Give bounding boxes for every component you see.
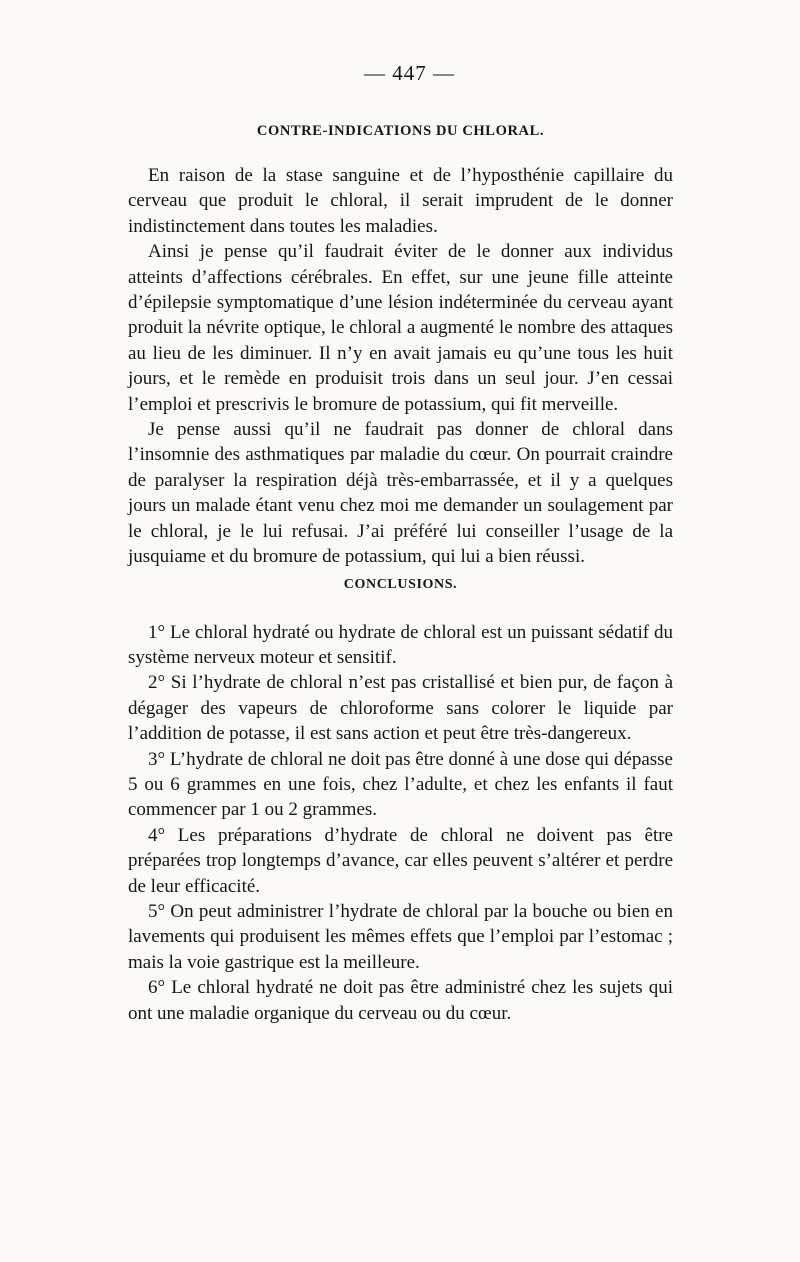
paragraph: Ainsi je pense qu’il faudrait éviter de le donner aux individus atteints d’affections cérébrales. En effet, sur une jeune fille atteinte d’épilepsie symptomatique d’une lésion indéterminée du cerveau ayant produit la névrite optique, le chloral a augmenté le nombre des attaques au lieu de les diminuer. Il n’y en avait jamais eu qu’une tous les huit jours, et le remède en produisit trois dans un seul jour. J’en cessai l’emploi et prescrivis le bromure de potassium, qui fit merveille. [128,241,673,415]
conclusion-item: 2° Si l’hydrate de chloral n’est pas cristallisé et bien pur, de façon à dégager des vapeurs de chloroforme sans colorer le liquide par l’addition de potasse, il est sans action et peut être très-dangereux. [128,672,673,745]
page-number: — 447 — [364,61,455,85]
section-title: CONTRE-INDICATIONS DU CHLORAL. [256,123,545,139]
conclusion-item: 4° Les préparations d’hydrate de chloral ne doivent pas être préparées trop longtemps d’avance, car elles peuvent s’altérer et perdre de leur efficacité. [128,824,673,897]
paragraph: En raison de la stase sanguine et de l’hyposthénie capillaire du cerveau que produit le chloral, il serait imprudent de le donner indistinctement dans toutes les maladies. [128,165,673,237]
conclusion-item: 6° Le chloral hydraté ne doit pas être administré chez les sujets qui ont une maladie organique du cerveau ou du cœur. [128,977,673,1024]
conclusions-title: CONCLUSIONS. [343,576,458,592]
conclusion-item: 5° On peut administrer l’hydrate de chloral par la bouche ou bien en lavements qui produisent les mêmes effets que l’emploi par l’estomac ; mais la voie gastrique est la meilleure. [128,900,673,973]
conclusion-item: 3° L’hydrate de chloral ne doit pas être donné à une dose qui dépasse 5 ou 6 grammes en une fois, chez l’adulte, et chez les enfants il faut commencer par 1 ou 2 grammes. [128,748,673,821]
paragraph: Je pense aussi qu’il ne faudrait pas donner de chloral dans l’insomnie des asthmatiques par maladie du cœur. On pourrait craindre de paralyser la respiration déjà très-embarrassée, et il y a quelques jours un malade étant venu chez moi me demander un soulagement par le chloral, je le lui refusai. J’ai préféré lui conseiller l’usage de la jusquiame et du bromure de potassium, qui lui a bien réussi. [128,419,673,568]
conclusion-item: 1° Le chloral hydraté ou hydrate de chloral est un puissant sédatif du système nerveux moteur et sensitif. [128,621,673,668]
book-page [128,58,673,1026]
